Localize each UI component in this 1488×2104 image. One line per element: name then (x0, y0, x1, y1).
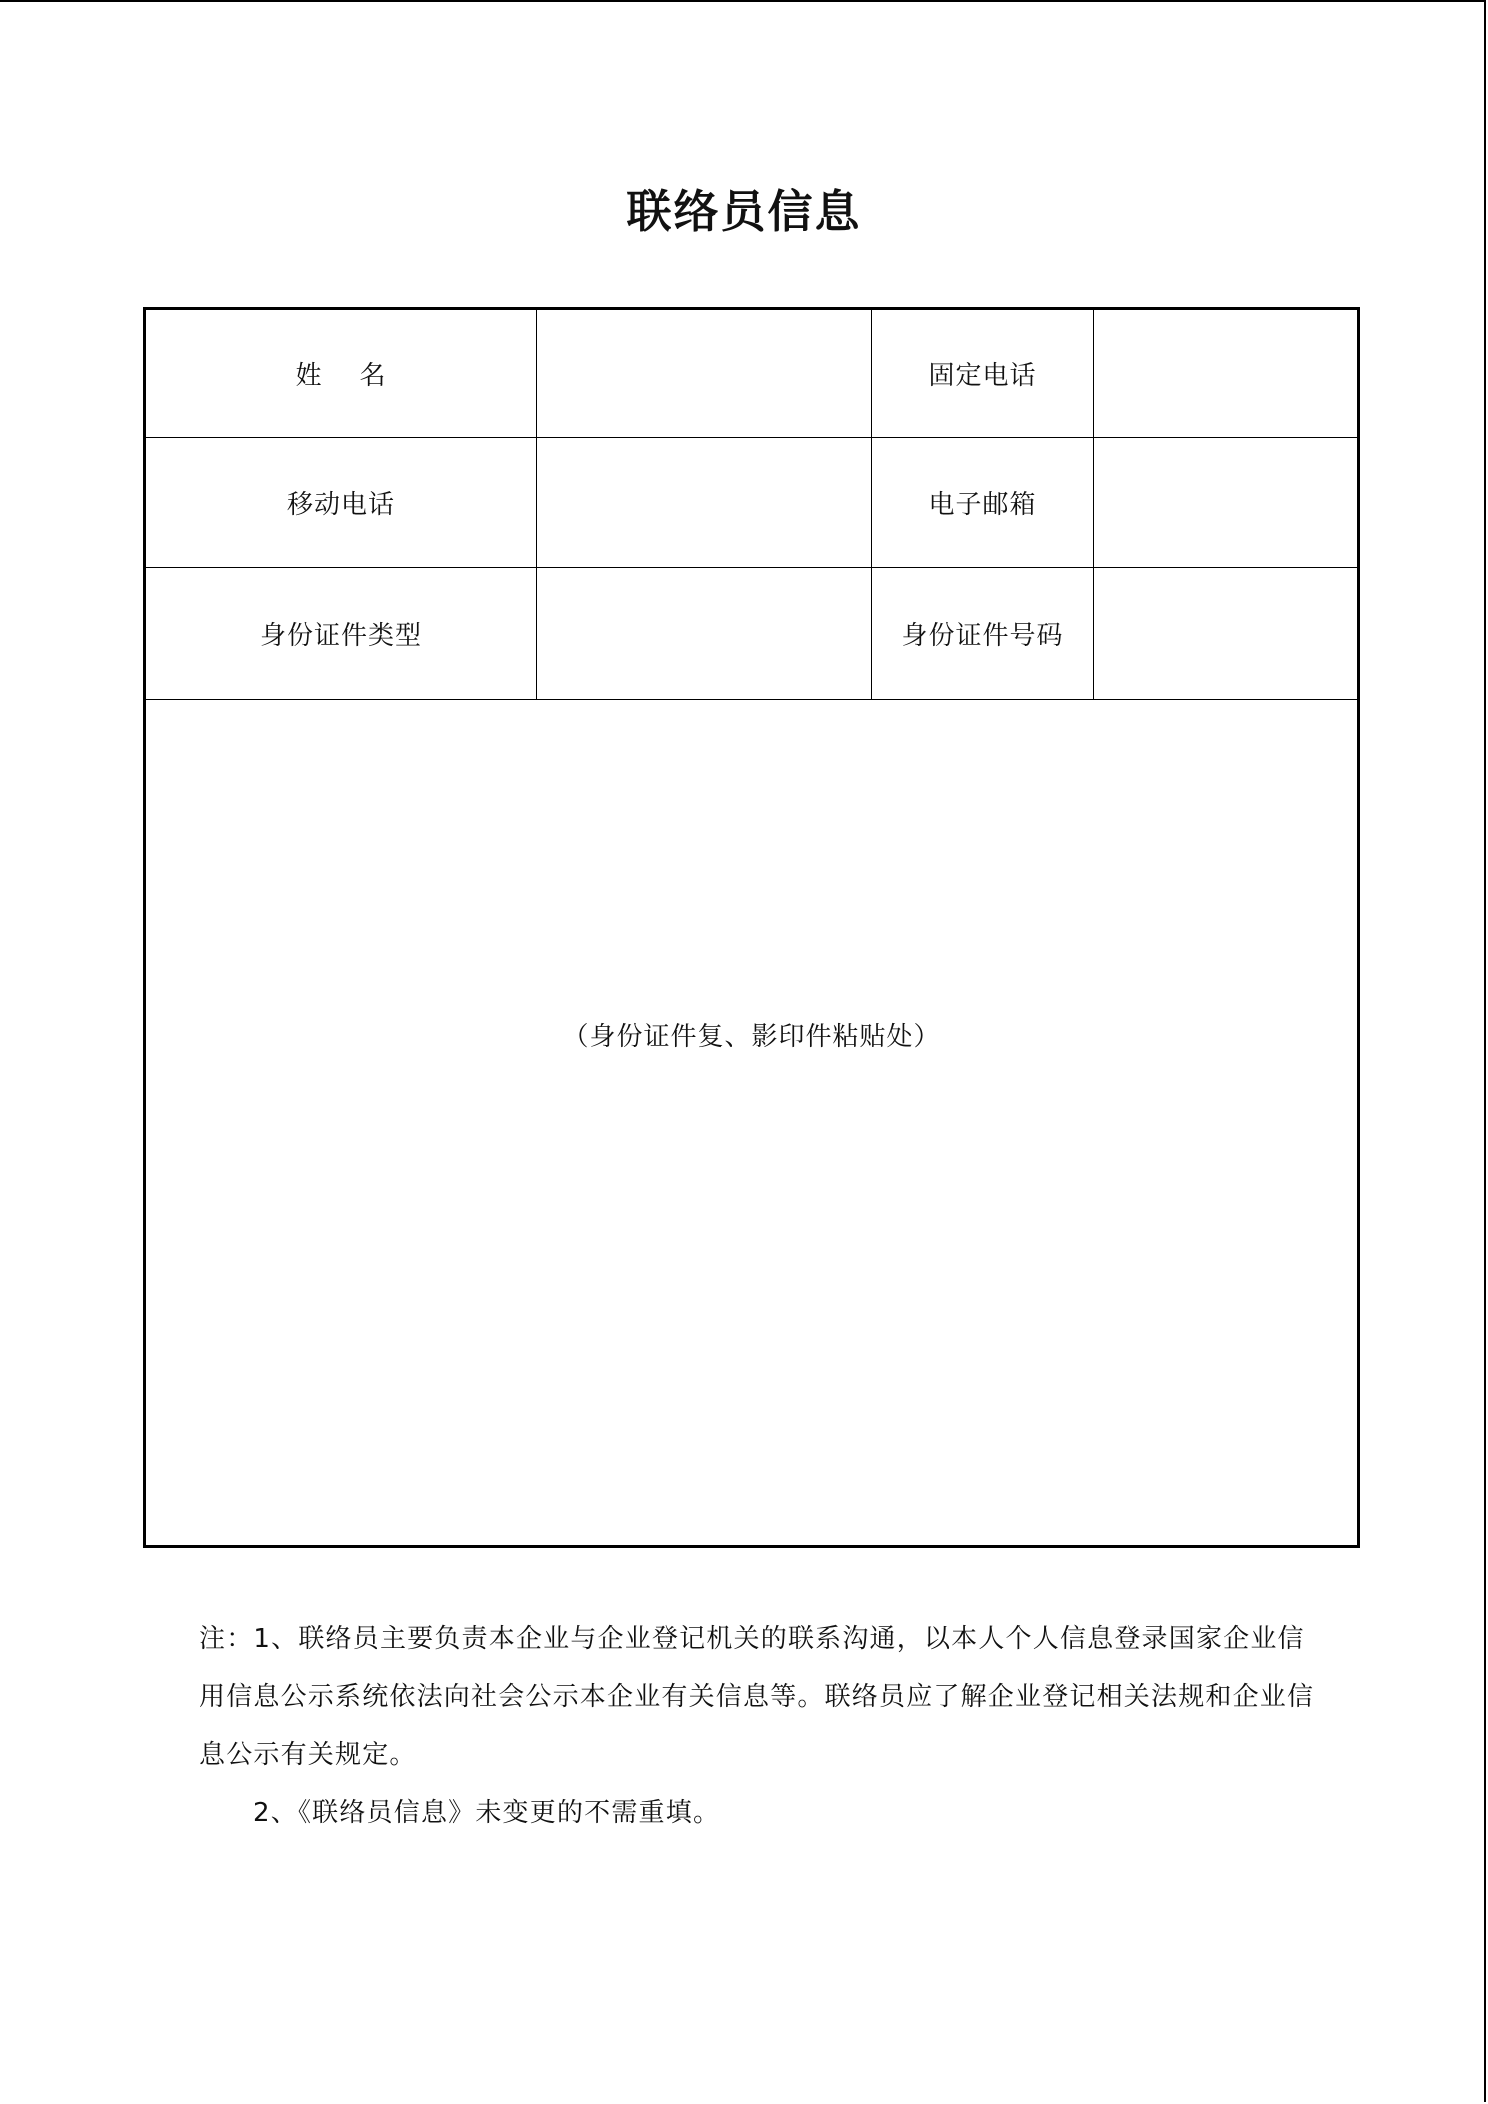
contact-info-form (143, 307, 1360, 1548)
field-mobile-phone[interactable] (537, 438, 872, 567)
label-id-type: 身份证件类型 (146, 568, 537, 699)
label-email: 电子邮箱 (872, 438, 1094, 567)
field-id-number[interactable] (1094, 568, 1357, 699)
page-title: 联络员信息 (626, 185, 862, 238)
notes-section (199, 1610, 1319, 1842)
field-email[interactable] (1094, 438, 1357, 567)
field-landline-phone[interactable] (1094, 310, 1357, 437)
field-id-type[interactable] (537, 568, 872, 699)
label-id-number: 身份证件号码 (872, 568, 1094, 699)
field-name[interactable] (537, 310, 872, 437)
form-row-id (146, 568, 1357, 700)
form-row-mobile (146, 438, 1357, 568)
form-row-name (146, 310, 1357, 438)
label-name: 姓 名 (146, 310, 537, 437)
id-copy-paste-area (146, 700, 1357, 1545)
label-landline-phone: 固定电话 (872, 310, 1094, 437)
note-2: 2、《联络员信息》未变更的不需重填。 (253, 1798, 721, 1828)
label-mobile-phone: 移动电话 (146, 438, 537, 567)
id-copy-paste-label: （身份证件复、影印件粘贴处） (562, 1022, 941, 1052)
note-1: 注：1、联络员主要负责本企业与企业登记机关的联系沟通，以本人个人信息登录国家企业信用信息公示系统依法向社会公示本企业有关信息等。联络员应了解企业登记相关法规和企业信息公示有关规定。 (199, 1624, 1315, 1770)
